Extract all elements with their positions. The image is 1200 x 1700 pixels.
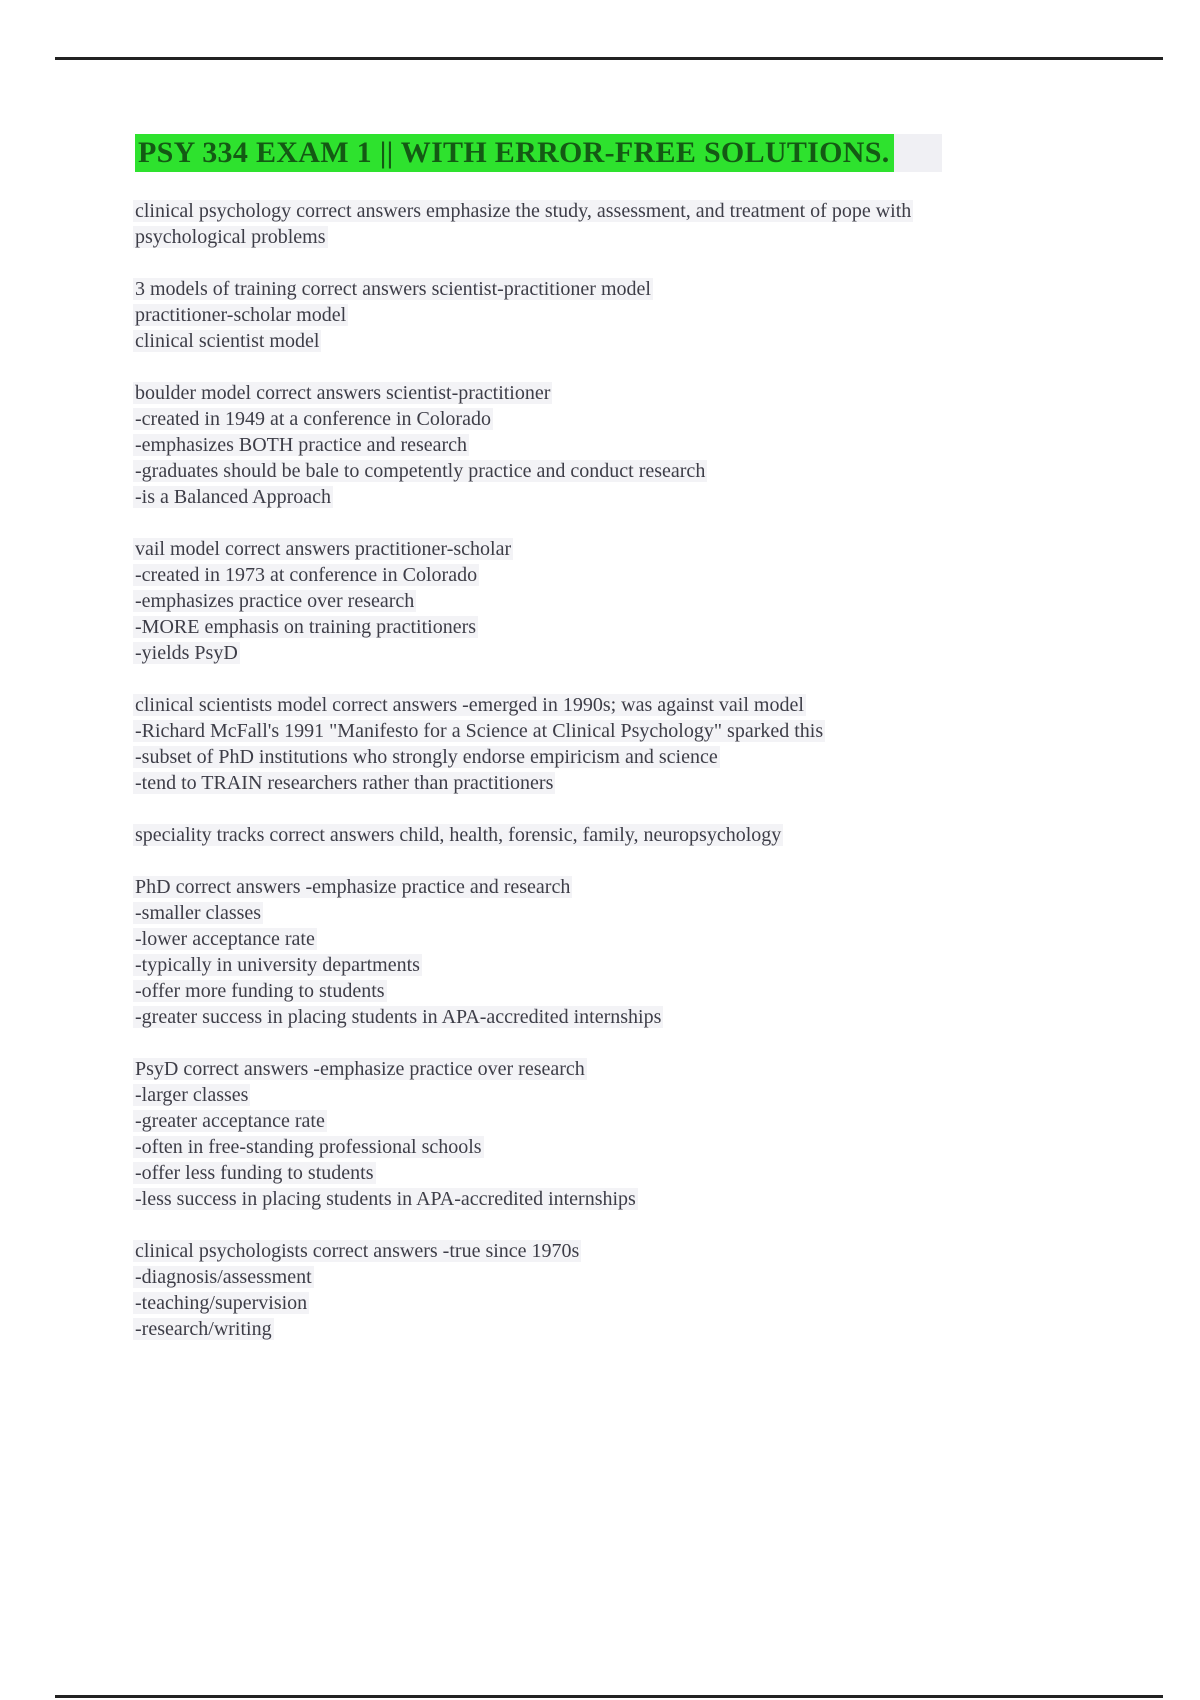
text-line — [135, 1160, 1035, 1186]
text-line — [135, 1082, 1035, 1108]
text-line-content: -teaching/supervision — [135, 1292, 308, 1314]
document-body — [135, 198, 1035, 1368]
text-line-content: -emphasizes practice over research — [135, 590, 415, 612]
text-line-content: psychological problems — [135, 226, 326, 248]
text-line — [135, 1264, 1035, 1290]
text-line — [135, 822, 1035, 848]
qa-paragraph — [135, 874, 1035, 1030]
text-line-content: -created in 1973 at conference in Colorado — [135, 564, 478, 586]
text-line-content: speciality tracks correct answers child, health, forensic, family, neuropsychology — [135, 824, 782, 846]
text-line-content: -tend to TRAIN researchers rather than practitioners — [135, 772, 554, 794]
text-line-content: 3 models of training correct answers scientist-practitioner model — [135, 278, 651, 300]
text-line — [135, 380, 1035, 406]
text-line-content: -lower acceptance rate — [135, 928, 315, 950]
text-line — [135, 614, 1035, 640]
text-line-content: -research/writing — [135, 1318, 272, 1340]
qa-paragraph — [135, 380, 1035, 510]
text-line — [135, 1108, 1035, 1134]
text-line — [135, 562, 1035, 588]
text-line — [135, 536, 1035, 562]
text-line — [135, 432, 1035, 458]
text-line-content: -yields PsyD — [135, 642, 238, 664]
qa-paragraph — [135, 198, 1035, 250]
bottom-rule — [55, 1695, 1163, 1698]
text-line-content: PhD correct answers -emphasize practice and research — [135, 876, 571, 898]
text-line-content: practitioner-scholar model — [135, 304, 347, 326]
text-line-content: -emphasizes BOTH practice and research — [135, 434, 468, 456]
text-line — [135, 588, 1035, 614]
text-line — [135, 770, 1035, 796]
text-line-content: -smaller classes — [135, 902, 262, 924]
text-line — [135, 1134, 1035, 1160]
text-line-content: clinical psychology correct answers emphasize the study, assessment, and treatment of pope with — [135, 200, 912, 222]
text-line-content: -created in 1949 at a conference in Colorado — [135, 408, 491, 430]
text-line — [135, 744, 1035, 770]
text-line — [135, 1186, 1035, 1212]
text-line-content: clinical scientist model — [135, 330, 320, 352]
text-line-content: -greater acceptance rate — [135, 1110, 325, 1132]
text-line — [135, 484, 1035, 510]
text-line-content: -diagnosis/assessment — [135, 1266, 312, 1288]
text-line-content: -subset of PhD institutions who strongly endorse empiricism and science — [135, 746, 718, 768]
text-line-content: -offer less funding to students — [135, 1162, 374, 1184]
page-title-text: PSY 334 EXAM 1 || WITH ERROR-FREE SOLUTIONS. — [135, 134, 894, 172]
text-line — [135, 952, 1035, 978]
text-line — [135, 1238, 1035, 1264]
text-line-content: PsyD correct answers -emphasize practice over research — [135, 1058, 585, 1080]
text-line-content: -greater success in placing students in APA-accredited internships — [135, 1006, 662, 1028]
text-line-content: -is a Balanced Approach — [135, 486, 332, 508]
text-line — [135, 1316, 1035, 1342]
text-line-content: -graduates should be bale to competently practice and conduct research — [135, 460, 706, 482]
text-line-content: clinical scientists model correct answers -emerged in 1990s; was against vail model — [135, 694, 804, 716]
text-line — [135, 1290, 1035, 1316]
title-highlight-tail — [894, 134, 942, 172]
text-line — [135, 926, 1035, 952]
qa-paragraph — [135, 276, 1035, 354]
qa-paragraph — [135, 1238, 1035, 1342]
text-line-content: -larger classes — [135, 1084, 249, 1106]
text-line — [135, 692, 1035, 718]
text-line-content: -MORE emphasis on training practitioners — [135, 616, 477, 638]
text-line — [135, 406, 1035, 432]
text-line — [135, 1056, 1035, 1082]
text-line — [135, 198, 1035, 224]
top-rule — [55, 57, 1163, 60]
text-line-content: clinical psychologists correct answers -true since 1970s — [135, 1240, 580, 1262]
text-line — [135, 328, 1035, 354]
text-line-content: -less success in placing students in APA-accredited internships — [135, 1188, 636, 1210]
text-line — [135, 900, 1035, 926]
qa-paragraph — [135, 692, 1035, 796]
text-line — [135, 276, 1035, 302]
qa-paragraph — [135, 536, 1035, 666]
text-line — [135, 640, 1035, 666]
qa-paragraph — [135, 822, 1035, 848]
text-line — [135, 458, 1035, 484]
page-title — [135, 134, 942, 172]
text-line — [135, 224, 1035, 250]
text-line — [135, 1004, 1035, 1030]
text-line-content: boulder model correct answers scientist-practitioner — [135, 382, 551, 404]
text-line — [135, 302, 1035, 328]
text-line-content: -offer more funding to students — [135, 980, 385, 1002]
text-line — [135, 978, 1035, 1004]
qa-paragraph — [135, 1056, 1035, 1212]
text-line — [135, 718, 1035, 744]
text-line — [135, 874, 1035, 900]
text-line-content: vail model correct answers practitioner-scholar — [135, 538, 512, 560]
text-line-content: -Richard McFall's 1991 "Manifesto for a Science at Clinical Psychology" sparked this — [135, 720, 824, 742]
text-line-content: -typically in university departments — [135, 954, 420, 976]
text-line-content: -often in free-standing professional schools — [135, 1136, 482, 1158]
